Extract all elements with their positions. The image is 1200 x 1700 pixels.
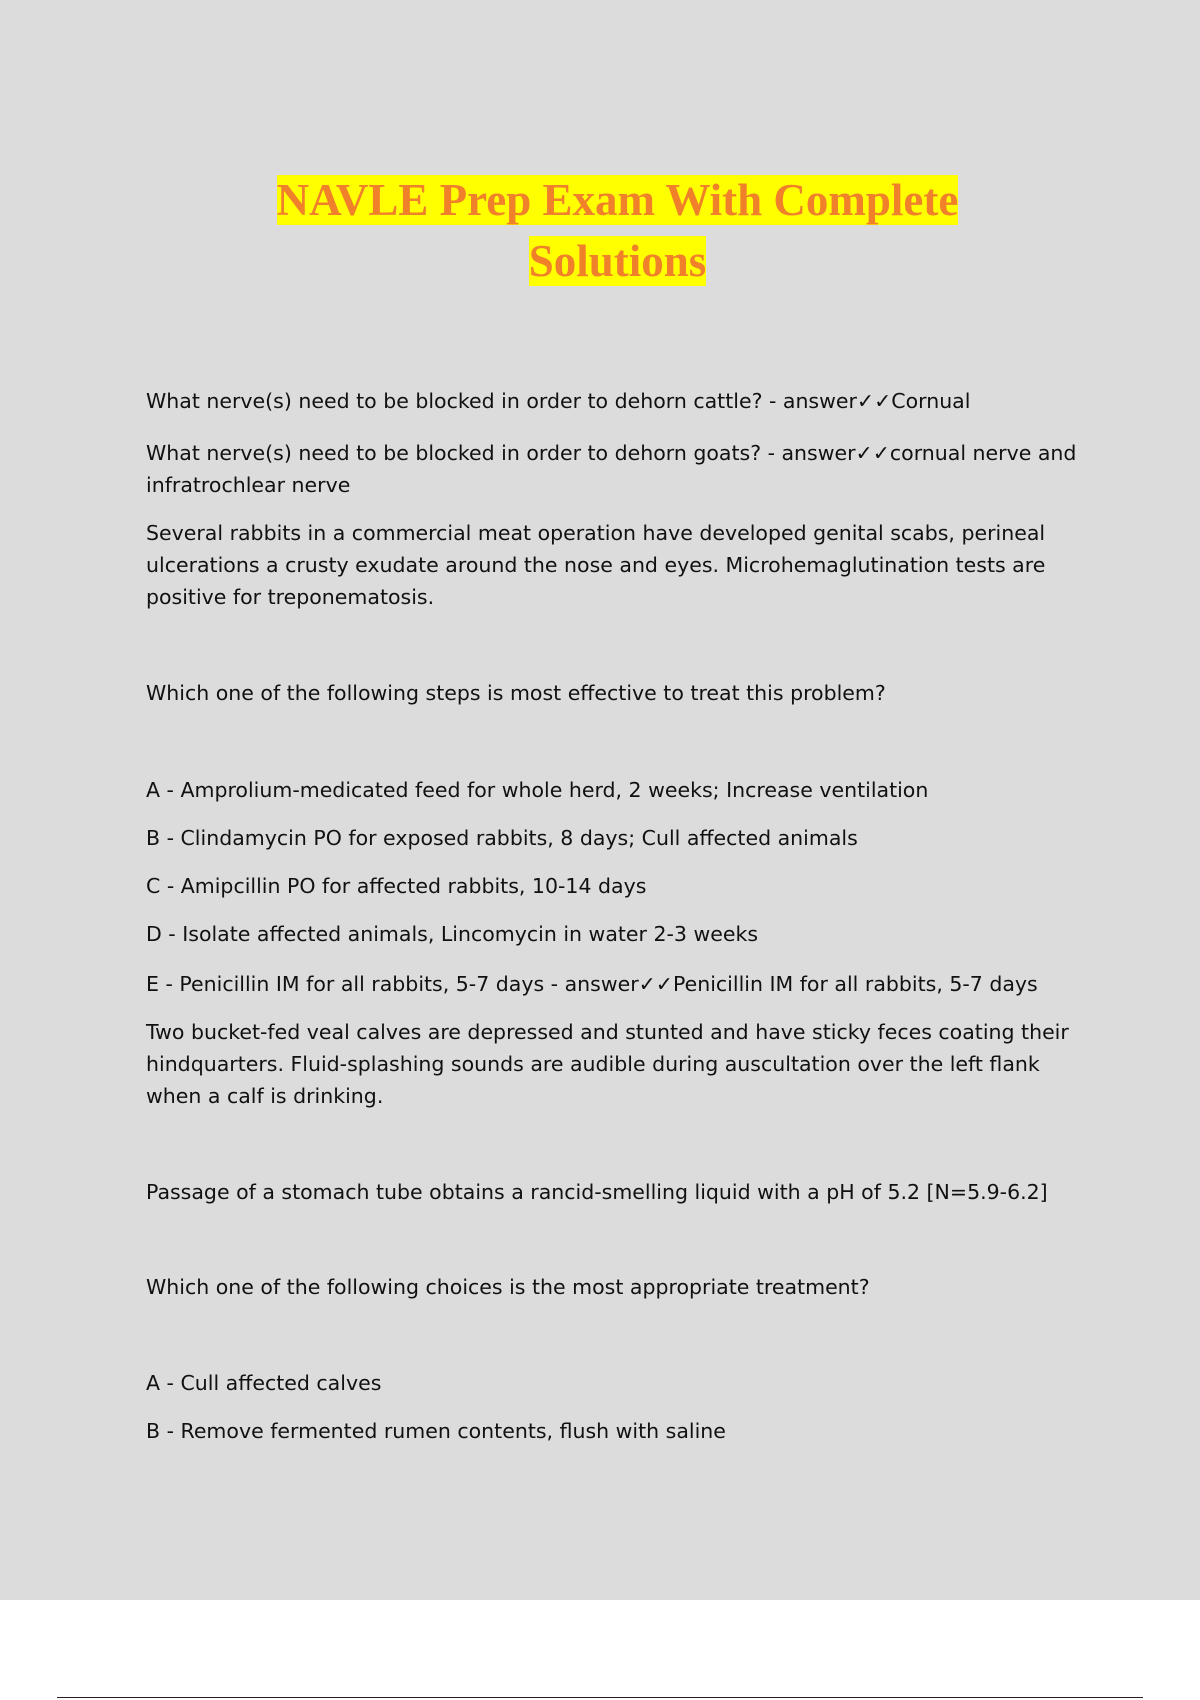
option-a: A - Cull affected calves [146,1371,382,1395]
option-e-answer: E - Penicillin IM for all rabbits, 5-7 days - answer✓✓Penicillin IM for all rabbits, 5-7 days [146,972,1038,996]
paragraph-q4-finding: Passage of a stomach tube obtains a rancid-smelling liquid with a pH of 5.2 [N=5.9-6.2] [146,1180,1048,1204]
footer-divider [57,1697,1143,1698]
option-b: B - Remove fermented rumen contents, flush with saline [146,1419,726,1443]
option-d: D - Isolate affected animals, Lincomycin in water 2-3 weeks [146,922,759,946]
title-line-2: Solutions [528,236,707,286]
paragraph-q4-question: Which one of the following choices is the most appropriate treatment? [146,1275,870,1299]
title-line-1: NAVLE Prep Exam With Complete [276,175,959,225]
paragraph-q1: What nerve(s) need to be blocked in order to dehorn cattle? - answer✓✓Cornual [146,389,971,413]
paragraph-q4-case: Two bucket-fed veal calves are depressed and stunted and have sticky feces coating their hindquarters. Fluid-splashing sounds are audible during auscultation over the left flank when a calf is drinking. [146,1020,1069,1108]
page-title [0,170,1200,292]
document-body [146,385,1096,1447]
option-c: C - Amipcillin PO for affected rabbits, 10-14 days [146,874,647,898]
option-a: A - Amprolium-medicated feed for whole herd, 2 weeks; Increase ventilation [146,778,929,802]
option-b: B - Clindamycin PO for exposed rabbits, 8 days; Cull affected animals [146,826,858,850]
paragraph-q3-question: Which one of the following steps is most effective to treat this problem? [146,681,886,705]
paragraph-q3-case: Several rabbits in a commercial meat operation have developed genital scabs, perineal ulcerations a crusty exudate around the nose and eyes. Microhemaglutination tests are positive for treponematosis. [146,521,1046,609]
paragraph-q2: What nerve(s) need to be blocked in order to dehorn goats? - answer✓✓cornual nerve and infratrochlear nerve [146,441,1077,497]
